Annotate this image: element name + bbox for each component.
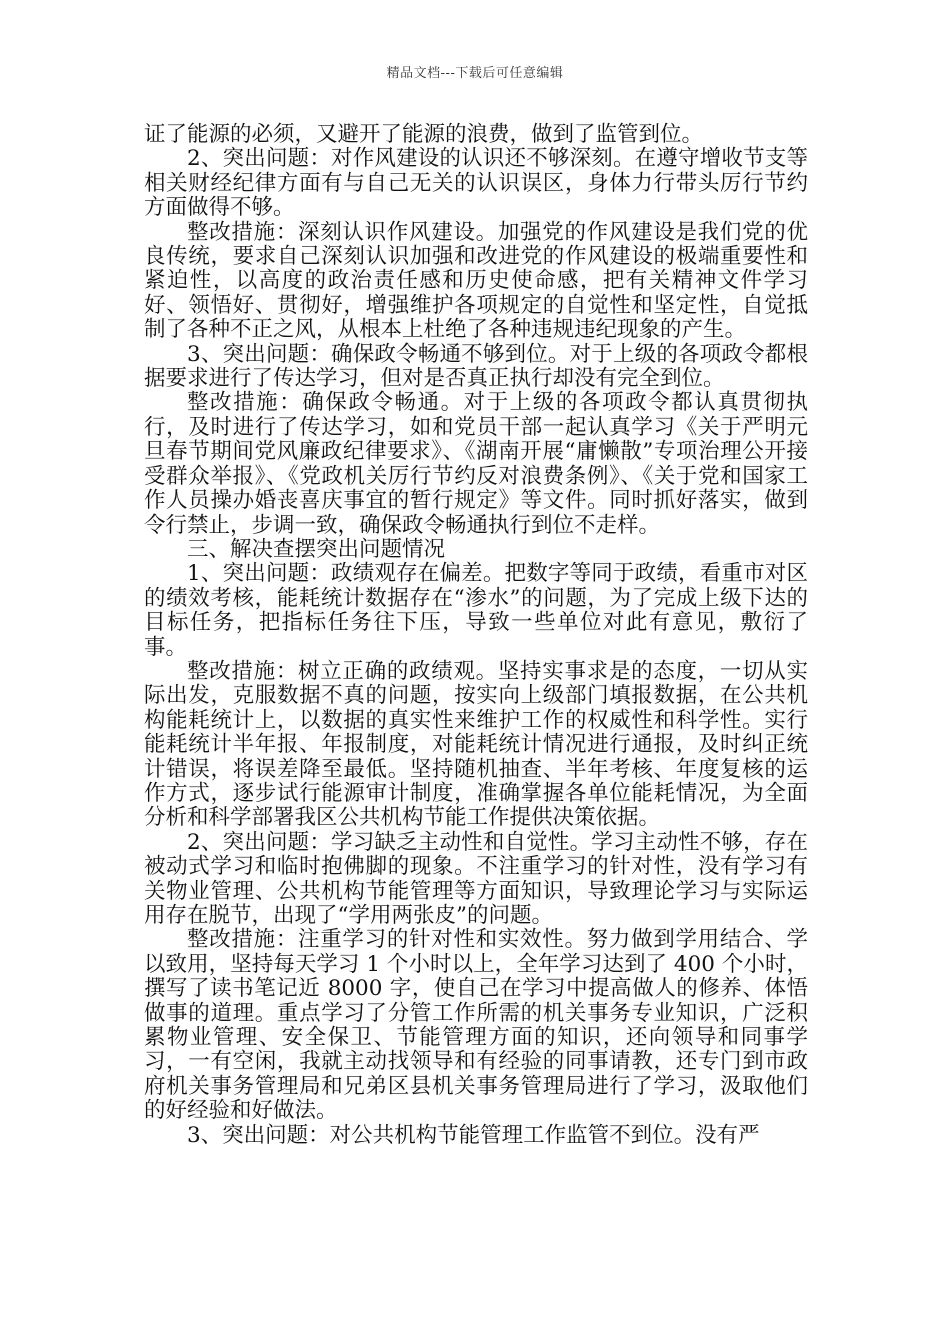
paragraph: 3、突出问题：对公共机构节能管理工作监管不到位。没有严 — [187, 1122, 760, 1148]
paragraph: 2、突出问题：对作风建设的认识还不够深刻。在遵守增收节支等相关财经纪律方面有与自己无关的认识误区，身体力行带头厉行节约方面做得不够。 — [144, 146, 808, 221]
paragraph: 整改措施：注重学习的针对性和实效性。努力做到学用结合、学以致用，坚持每天学习 1 个小时以上，全年学习达到了 400 个小时，撰写了读书笔记近 8000 字，使自己在学习中提高做人的修养、体悟做事的道理。重点学习了分管工作所需的机关事务专业知识，广泛积累物业管理、安全保卫、节能管理方面的知识，还向领导和同事学习，一有空闲，我就主动找领导和有经验的同事请教，还专门到市政府机关事务管理局和兄弟区县机关事务管理局进行了学习，汲取他们的好经验和好做法。 — [144, 927, 808, 1124]
page-header: 精品文档---下载后可任意编辑 — [386, 66, 564, 81]
paragraph: 3、突出问题：确保政令畅通不够到位。对于上级的各项政令都根据要求进行了传达学习，但对是否真正执行却没有完全到位。 — [144, 341, 808, 392]
section-heading: 三、解决查摆突出问题情况 — [187, 536, 446, 562]
document-body — [144, 123, 808, 1148]
paragraph: 证了能源的必须，又避开了能源的浪费，做到了监管到位。 — [144, 122, 704, 147]
paragraph: 整改措施：确保政令畅通。对于上级的各项政令都认真贯彻执行，及时进行了传达学习，如和党员干部一起认真学习《关于严明元旦春节期间党风廉政纪律要求》、《湖南开展“庸懒散”专项治理公开接受群众举报》、《党政机关厉行节约反对浪费条例》、《关于党和国家工作人员操办婚丧喜庆事宜的暂行规定》等文件。同时抓好落实，做到令行禁止，步调一致，确保政令畅通执行到位不走样。 — [144, 390, 808, 538]
paragraph: 整改措施：树立正确的政绩观。坚持实事求是的态度，一切从实际出发，克服数据不真的问题，按实向上级部门填报数据，在公共机构能耗统计上，以数据的真实性来维护工作的权威性和科学性。实行能耗统计半年报、年报制度，对能耗统计情况进行通报，及时纠正统计错误，将误差降至最低。坚持随机抽查、半年考核、年度复核的运作方式，逐步试行能源审计制度，准确掌握各单位能耗情况，为全面分析和科学部署我区公共机构节能工作提供决策依据。 — [144, 658, 808, 831]
paragraph: 1、突出问题：政绩观存在偏差。把数字等同于政绩，看重市对区的绩效考核，能耗统计数据存在“渗水”的问题，为了完成上级下达的目标任务，把指标任务往下压，导致一些单位对此有意见，敷衍了事。 — [144, 561, 808, 660]
paragraph: 整改措施：深刻认识作风建设。加强党的作风建设是我们党的优良传统，要求自己深刻认识加强和改进党的作风建设的极端重要性和紧迫性，以高度的政治责任感和历史使命感，把有关精神文件学习好、领悟好、贯彻好，增强维护各项规定的自觉性和坚定性，自觉抵制了各种不正之风，从根本上杜绝了各种违规违纪现象的产生。 — [144, 219, 808, 343]
paragraph: 2、突出问题：学习缺乏主动性和自觉性。学习主动性不够，存在被动式学习和临时抱佛脚的现象。不注重学习的针对性，没有学习有关物业管理、公共机构节能管理等方面知识，导致理论学习与实际运用存在脱节，出现了“学用两张皮”的问题。 — [144, 829, 808, 928]
